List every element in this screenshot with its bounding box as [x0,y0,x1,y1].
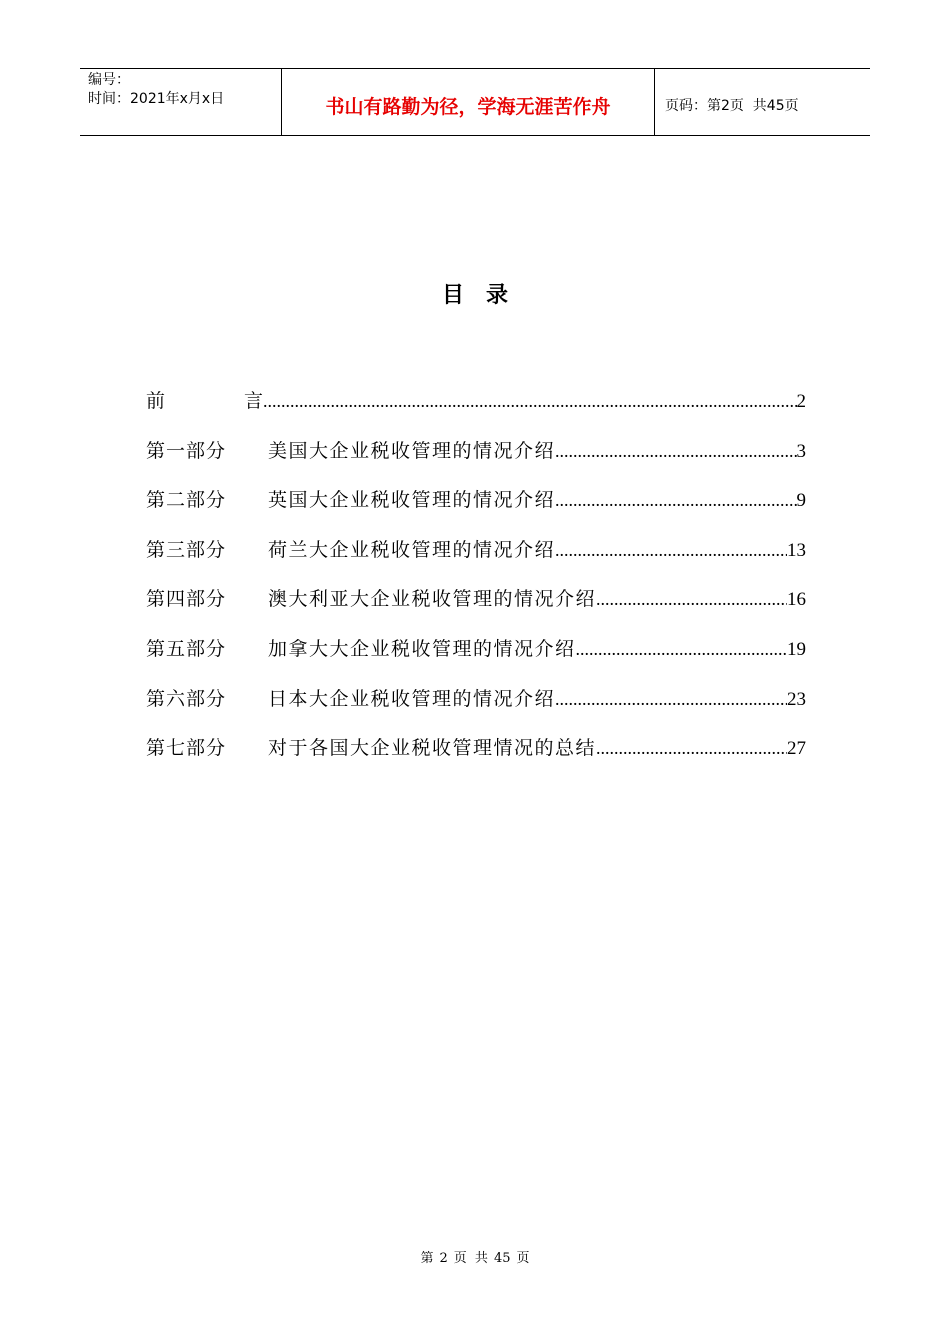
toc-entry-part-5[interactable] [146,634,806,684]
toc-dot-leader [555,689,787,710]
table-of-contents [146,386,806,783]
header-time-label: 时间：2021年x月x日 [88,91,225,107]
toc-entry-page: 2 [796,391,806,412]
toc-entry-part-3[interactable] [146,535,806,585]
header-meta [80,69,281,135]
toc-entry-title: 言 [244,390,264,412]
toc-entry-page: 27 [787,738,806,760]
toc-dot-leader [555,441,796,462]
toc-dot-leader [596,589,787,610]
header-page-info [655,69,870,135]
toc-entry-title: 对于各国大企业税收管理情况的总结 [268,737,597,760]
toc-entry-title: 美国大企业税收管理的情况介绍 [268,439,556,462]
header-motto-text: 书山有路勤为径，学海无涯苦作舟 [325,95,611,118]
toc-entry-title: 澳大利亚大企业税收管理的情况介绍 [268,588,597,611]
page-header [80,68,870,136]
footer-suffix: 页 [516,1251,530,1266]
footer-middle: 页 共 [453,1251,488,1266]
toc-entry-part-4[interactable] [146,584,806,634]
footer-page-number: 2 [439,1251,448,1266]
toc-dot-leader [596,738,787,759]
toc-entry-part: 第六部分 [146,687,227,710]
page-footer [0,1247,950,1266]
toc-entry-part: 第四部分 [146,588,227,611]
toc-dot-leader [555,540,787,561]
toc-entry-part: 第五部分 [146,637,227,660]
toc-entry-page: 9 [796,490,806,512]
header-number-label: 编号： [88,72,130,88]
toc-entry-part: 第七部分 [146,737,227,760]
toc-entry-part: 前 [146,390,166,412]
toc-dot-leader [263,391,796,412]
toc-entry-page: 16 [787,589,806,611]
toc-entry-page: 3 [796,440,806,462]
footer-total-pages: 45 [493,1251,511,1266]
toc-entry-part-6[interactable] [146,684,806,734]
header-motto [281,69,655,135]
toc-entry-page: 19 [787,638,806,660]
toc-entry-part-2[interactable] [146,485,806,535]
footer-prefix: 第 [420,1251,434,1266]
toc-entry-part-1[interactable] [146,436,806,486]
toc-entry-part: 第二部分 [146,489,227,512]
toc-entry-part-7[interactable] [146,733,806,783]
toc-dot-leader [576,639,787,660]
toc-entry-page: 23 [787,688,806,710]
toc-dot-leader [555,490,796,511]
toc-entry-title: 加拿大大企业税收管理的情况介绍 [268,637,576,660]
toc-entry-part: 第一部分 [146,439,227,462]
header-page-info-text: 页码：第2页 共45页 [665,98,799,114]
toc-title: 目录 [441,283,530,308]
toc-entry-title: 日本大企业税收管理的情况介绍 [268,687,556,710]
toc-entry-page: 13 [787,539,806,561]
toc-entry-preface[interactable] [146,386,806,436]
toc-entry-title: 荷兰大企业税收管理的情况介绍 [268,538,556,561]
toc-entry-part: 第三部分 [146,538,227,561]
toc-entry-title: 英国大企业税收管理的情况介绍 [268,489,556,512]
